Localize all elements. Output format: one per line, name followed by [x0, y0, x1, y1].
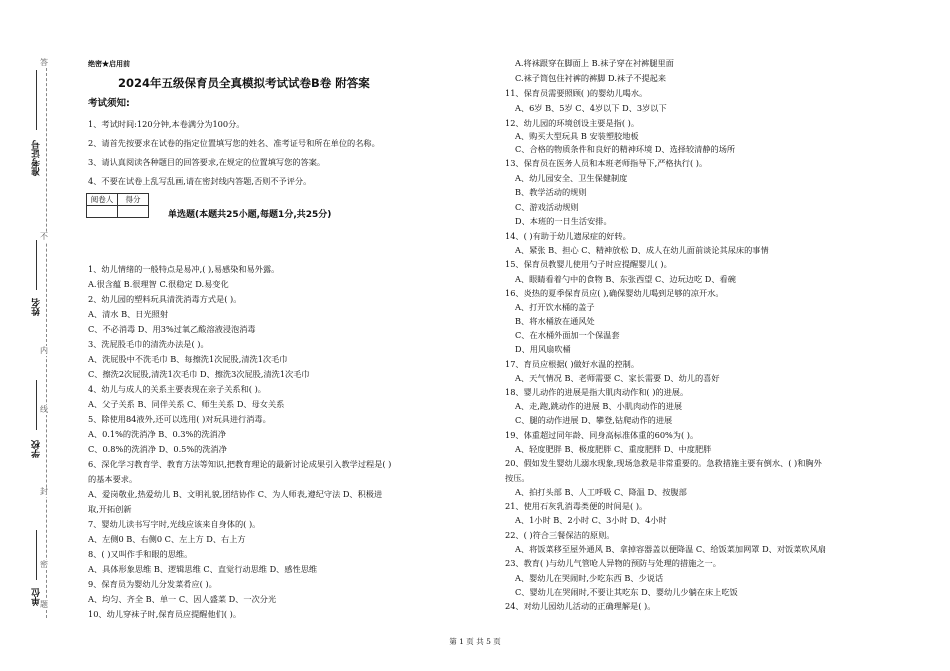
question-line: 2、幼儿园的塑料玩具清洗消毒方式是( )。 [88, 294, 242, 304]
instruction-item: 4、不要在试卷上乱写乱画,请在密封线内答题,否则不予评分。 [88, 176, 312, 186]
seal-line [46, 58, 47, 618]
grader-cell: 阅卷人 [87, 194, 118, 206]
question-line: 的基本要求。 [88, 474, 138, 484]
question-line: C、在水桶外面加一个保温套 [515, 330, 620, 340]
name-blank [36, 240, 37, 290]
question-line: 9、保育员为婴幼儿分发菜肴应( )。 [88, 579, 217, 589]
unit-blank [36, 530, 37, 580]
grader-blank[interactable] [87, 206, 118, 218]
seal-mark: 答 [40, 58, 48, 67]
page-footer: 第 1 页 共 5 页 [449, 637, 501, 646]
question-line: 4、幼儿与成人的关系主要表现在亲子关系和( )。 [88, 384, 266, 394]
question-line: A、1小时 B、2小时 C、3小时 D、4小时 [515, 515, 667, 525]
question-line: C、婴幼儿在哭闹时,不要让其吃东 D、婴幼儿少躺在床上吃饭 [515, 587, 738, 597]
question-line: 17、育员应根据( )做好水温的控制。 [505, 359, 640, 369]
score-cell: 得分 [118, 194, 149, 206]
question-line: B、教学活动的规则 [515, 187, 587, 197]
question-line: 23、教育( )与幼儿气管呛人异物的预防与处理的措施之一。 [505, 558, 721, 568]
question-line: 19、体重超过同年龄、同身高标准体重的60%为( )。 [505, 430, 699, 440]
question-line: C、合格的物质条件和良好的精神环境 D、选择较清静的场所 [515, 144, 736, 154]
question-line: A、走,跑,跳动作的进展 B、小肌肉动作的进展 [515, 401, 683, 411]
question-line: 15、保育员教婴儿使用勺子时应提醒婴儿( )。 [505, 259, 672, 269]
question-line: 12、幼儿园的环境创设主要是指( )。 [505, 118, 640, 128]
question-line: D、本班的一日生活安排。 [515, 216, 612, 226]
question-line: 14、( )有助于幼儿遗尿症的好转。 [505, 231, 631, 241]
question-line: 1、幼儿情绪的一般特点是易冲,( ),易感染和易外露。 [88, 264, 280, 274]
instructions-heading: 考试须知: [88, 98, 130, 109]
question-line: A、天气情况 B、老师需要 C、家长需要 D、幼儿的喜好 [515, 373, 720, 383]
question-line: 10、幼儿穿袜子时,保育员应提醒他们( )。 [88, 609, 242, 619]
school-label: 学校 [32, 440, 42, 458]
question-line: C、0.8%的洗消净 D、0.5%的洗消净 [88, 444, 227, 454]
question-line: A、眼睛看着勺中的食物 B、东张西望 C、边玩边吃 D、看碗 [515, 274, 736, 284]
instruction-item: 3、请认真阅读各种题目的回答要求,在规定的位置填写您的答案。 [88, 157, 326, 167]
question-line: 13、保育员在医务人员和本班老师指导下,严格执行( )。 [505, 158, 708, 168]
question-line: 取,开拓创新 [88, 504, 132, 514]
question-line: 按压。 [505, 473, 530, 483]
secret-mark: 绝密★启用前 [88, 59, 130, 68]
question-line: 5、除使用84液外,还可以选用( )对玩具进行消毒。 [88, 414, 271, 424]
question-line: A、购买大型玩具 B 安装塑胶地板 [515, 131, 639, 141]
score-blank[interactable] [118, 206, 149, 218]
question-line: 18、婴儿动作的进展是指大肌肉动作和( )的进展。 [505, 387, 689, 397]
question-line: 11、保育员需要照顾( )的婴幼儿喝水。 [505, 88, 648, 98]
seal-mark: 内 [40, 346, 48, 355]
question-line: A、爱岗敬业,热爱幼儿 B、文明礼貌,团结协作 C、为人师表,遵纪守法 D、积极进 [88, 489, 383, 499]
question-line: A、拍打头部 B、人工呼吸 C、降温 D、按腹部 [515, 487, 687, 497]
question-line: C、腿的动作进展 D、攀登,钻爬动作的进展 [515, 415, 673, 425]
question-line: 16、炎热的夏季保育员应( ),确保婴幼儿喝到足够的凉开水。 [505, 288, 724, 298]
question-line: A、清水 B、日光照射 [88, 309, 169, 319]
question-line: 6、深化学习教育学、教育方法等知识,把教育理论的最新讨论成果引入教学过程是( ) [88, 459, 392, 469]
question-line: A、0.1%的洗消净 B、0.3%的洗消净 [88, 429, 227, 439]
question-line: A、将饭菜移至屋外通风 B、拿掉容器盖以便降温 C、给饭菜加网罩 D、对饭菜吹风扇 [515, 544, 826, 554]
question-line: B、将水桶放在通风处 [515, 316, 595, 326]
question-line: C、擦洗2次屁股,清洗1次毛巾 D、擦洗3次屁股,清洗1次毛巾 [88, 369, 310, 379]
seal-mark: 封 [40, 487, 48, 496]
question-line: A、婴幼儿在哭闹时,少吃东西 B、少说话 [515, 573, 664, 583]
question-line: 20、假如发生婴幼儿溺水现象,现场急救是非常重要的。急救措施主要有倒水、( )和胸外 [505, 458, 822, 468]
seal-mark: 线 [40, 405, 48, 414]
question-line: 21、使用石灰乳消毒类便的时间是( )。 [505, 501, 648, 511]
question-line: C、不必消毒 D、用3%过氧乙酸溶液浸泡消毒 [88, 324, 256, 334]
page-title: 2024年五级保育员全真模拟考试试卷B卷 附答案 [118, 76, 370, 90]
seal-mark: 密 [40, 560, 48, 569]
instruction-item: 2、请首先按要求在试卷的指定位置填写您的姓名、准考证号和所在单位的名称。 [88, 138, 380, 148]
school-blank [36, 380, 37, 430]
question-line: A、父子关系 B、同伴关系 C、师生关系 D、母女关系 [88, 399, 285, 409]
instruction-item: 1、考试时间:120分钟,本卷满分为100分。 [88, 119, 245, 129]
question-line: 22、( )符合三餐保洁的原则。 [505, 530, 615, 540]
seal-mark: 题 [40, 600, 48, 609]
binding-margin [0, 0, 70, 671]
question-line: A、均匀、齐全 B、单一 C、因人盛菜 D、一次分光 [88, 594, 277, 604]
score-table [86, 193, 149, 218]
question-line: A、左侧0 B、右侧0 C、左上方 D、右上方 [88, 534, 246, 544]
question-line: C.袜子筒包住衬裤的裤脚 D.袜子不提起来 [515, 73, 667, 83]
question-line: 7、婴幼儿读书写字时,光线应该来自身体的( )。 [88, 519, 261, 529]
section-heading: 单选题(本题共25小题,每题1分,共25分) [168, 210, 332, 220]
question-line: 3、洗屁股毛巾的清洗办法是( )。 [88, 339, 209, 349]
question-line: A、具体形象思维 B、逻辑思维 C、直觉行动思维 D、感性思维 [88, 564, 318, 574]
question-line: A.将袜跟穿在脚面上 B.袜子穿在衬裤腿里面 [515, 58, 674, 68]
question-line: A.很含蕴 B.很理智 C.很稳定 D.易变化 [88, 279, 229, 289]
question-line: A、6岁 B、5岁 C、4岁以下 D、3岁以下 [515, 103, 667, 113]
question-line: A、洗屁股中不洗毛巾 B、每擦洗1次屁股,清洗1次毛巾 [88, 354, 288, 364]
question-line: A、紧张 B、担心 C、精神放松 D、成人在幼儿面前谈论其尿床的事情 [515, 245, 769, 255]
exam-number-label: 准考证号 [32, 140, 42, 176]
question-line: 8、( )又叫作手和眼的思维。 [88, 549, 193, 559]
question-line: D、用风扇吹桶 [515, 344, 571, 354]
question-line: A、打开饮水桶的盖子 [515, 302, 595, 312]
seal-mark: 不 [40, 232, 48, 241]
exam-number-blank [36, 70, 37, 130]
unit-label: 单位 [32, 588, 42, 606]
question-line: A、幼儿园安全、卫生保健制度 [515, 173, 628, 183]
question-line: C、游戏活动规则 [515, 202, 579, 212]
question-line: A、轻度肥胖 B、极度肥胖 C、重度肥胖 D、中度肥胖 [515, 444, 712, 454]
name-label: 姓名 [32, 298, 42, 316]
question-line: 24、对幼儿园幼儿活动的正确理解是( )。 [505, 601, 656, 611]
